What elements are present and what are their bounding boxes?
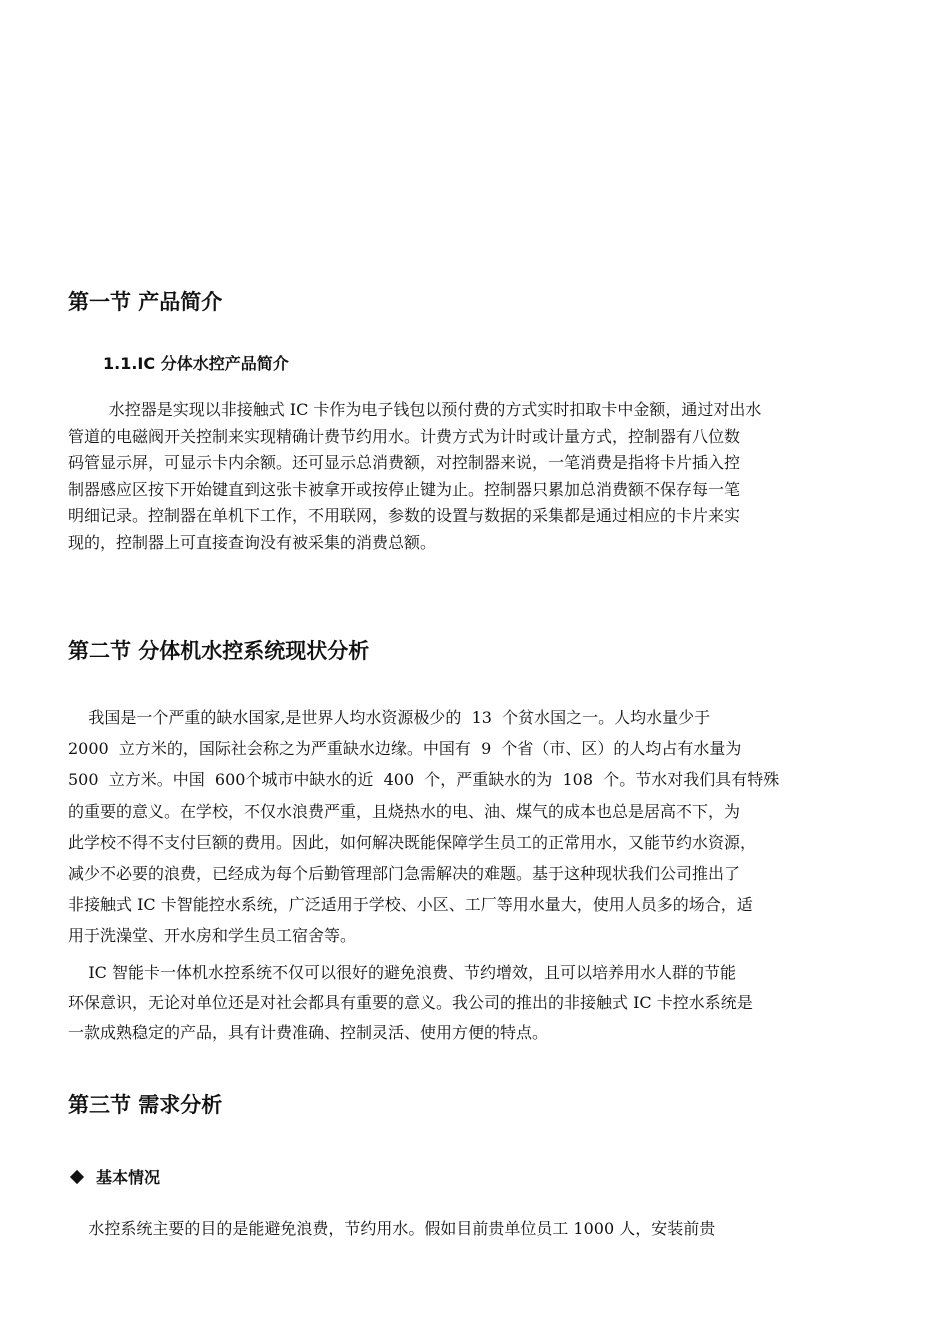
section2-title: 第二节 分体机水控系统现状分析 (68, 639, 370, 663)
paragraph-line: 水控系统主要的目的是能避免浪费，节约用水。假如目前贵单位员工 1000 人，安装前贵 (68, 1219, 716, 1238)
paragraph-line: 500 立方米。中国 600个城市中缺水的近 400 个，严重缺水的为 108 个。节水对我们具有特殊 (68, 770, 780, 790)
paragraph-line: 现的，控制器上可直接查询没有被采集的消费总额。 (68, 532, 437, 552)
basic-info-heading (70, 1167, 160, 1189)
paragraph-line: 码管显示屏，可显示卡内余额。还可显示总消费额，对控制器来说，一笔消费是指将卡片插入控 (68, 453, 741, 472)
paragraph-line: 环保意识，无论对单位还是对社会都具有重要的意义。我公司的推出的非接触式 IC 卡控水系统是 (68, 993, 753, 1012)
paragraph-line: 我国是一个严重的缺水国家,是世界人均水资源极少的 13 个贫水国之一。人均水量少于 (68, 708, 711, 727)
section1-title: 第一节 产品简介 (68, 290, 223, 314)
paragraph-line: 明细记录。控制器在单机下工作，不用联网，参数的设置与数据的采集都是通过相应的卡片来实 (68, 506, 741, 525)
section1-paragraph (68, 397, 886, 556)
diamond-bullet-icon (70, 1170, 84, 1184)
paragraph-line: 水控器是实现以非接触式 IC 卡作为电子钱包以预付费的方式实时扣取卡中金额，通过对出水 (68, 400, 762, 419)
paragraph-line: 2000 立方米的，国际社会称之为严重缺水边缘。中国有 9 个省（市、区）的人均占有水量为 (68, 739, 742, 759)
section2-paragraph-1 (68, 702, 886, 952)
paragraph-line: 制器感应区按下开始键直到这张卡被拿开或按停止键为止。控制器只累加总消费额不保存每一笔 (68, 479, 741, 499)
paragraph-line: 非接触式 IC 卡智能控水系统，广泛适用于学校、小区、工厂等用水量大，使用人员多的场合，适 (68, 895, 753, 915)
paragraph-line: 用于洗澡堂、开水房和学生员工宿舍等。 (68, 926, 357, 946)
paragraph-line: IC 智能卡一体机水控系统不仅可以很好的避免浪费、节约增效，且可以培养用水人群的节能 (68, 963, 736, 982)
section3-paragraph (68, 1214, 886, 1244)
paragraph-line: 管道的电磁阀开关控制来实现精确计费节约用水。计费方式为计时或计量方式，控制器有八位数 (68, 426, 741, 446)
section3-title: 第三节 需求分析 (68, 1093, 223, 1117)
paragraph-line: 一款成熟稳定的产品，具有计费准确、控制灵活、使用方便的特点。 (68, 1023, 549, 1042)
paragraph-line: 的重要的意义。在学校，不仅水浪费严重，且烧热水的电、油、煤气的成本也总是居高不下，为 (68, 801, 741, 821)
paragraph-line: 此学校不得不支付巨额的费用。因此，如何解决既能保障学生员工的正常用水，又能节约水资源， (68, 832, 757, 852)
paragraph-line: 减少不必要的浪费，已经成为每个后勤管理部门急需解决的难题。基于这种现状我们公司推出了 (68, 863, 741, 883)
section2-paragraph-2 (68, 958, 886, 1048)
bullet-heading-label: 基本情况 (96, 1168, 161, 1187)
section1-subsection-title: 1.1.IC 分体水控产品简介 (103, 354, 289, 373)
